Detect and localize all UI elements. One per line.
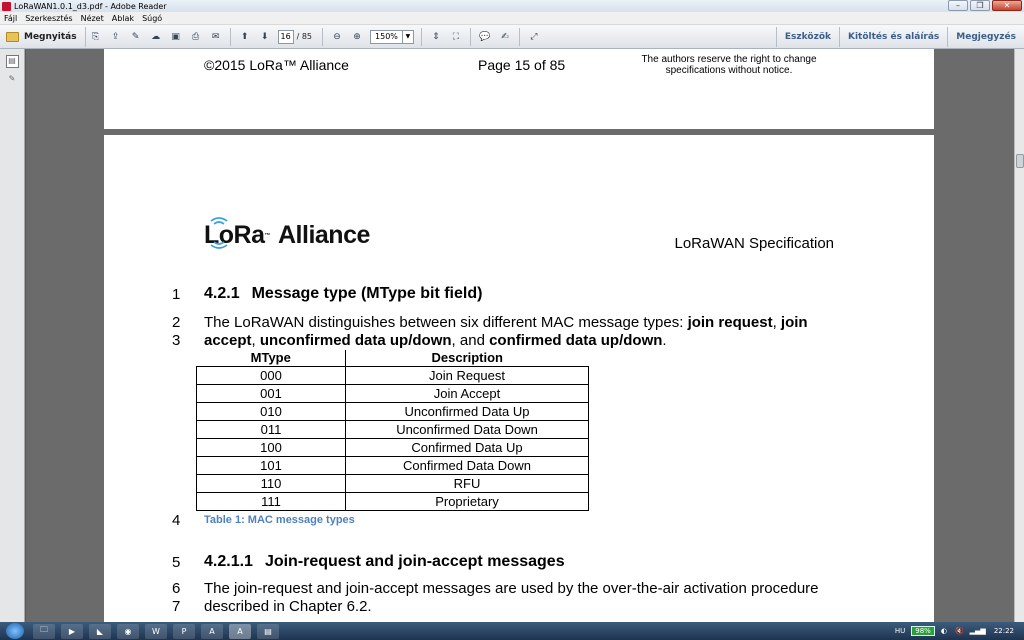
folder-icon xyxy=(6,32,19,42)
create-pdf-icon[interactable]: ⎘ xyxy=(91,31,100,42)
menu-file[interactable]: Fájl xyxy=(4,13,18,23)
logo-trademark: ™ xyxy=(264,232,270,239)
table-row xyxy=(197,438,589,456)
open-button[interactable] xyxy=(0,27,86,47)
text-run: , xyxy=(772,314,781,331)
table-cell: Confirmed Data Up xyxy=(346,438,589,456)
zoom-out-icon[interactable]: ⊖ xyxy=(333,31,341,42)
word-icon[interactable]: W xyxy=(145,624,167,639)
table-cell: Join Accept xyxy=(346,384,589,402)
title-bar xyxy=(0,0,1024,12)
edit-icon[interactable]: ✎ xyxy=(131,31,140,42)
comment-icon[interactable]: 💬 xyxy=(479,31,491,42)
table-row xyxy=(197,366,589,384)
battery-indicator[interactable]: 98% xyxy=(911,626,935,636)
vertical-scrollbar[interactable] xyxy=(1014,49,1024,622)
open-label: Megnyitás xyxy=(24,31,77,42)
navigation-panel xyxy=(0,49,25,622)
save-icon[interactable]: ▣ xyxy=(171,31,180,42)
table-cell: 101 xyxy=(197,456,346,474)
menu-edit[interactable]: Szerkesztés xyxy=(25,13,73,23)
table-row xyxy=(197,384,589,402)
line-number: 6 xyxy=(172,580,181,597)
toolbar-right-panel xyxy=(776,25,1024,49)
separator xyxy=(470,28,471,46)
section-number: 4.2.1 xyxy=(204,285,240,302)
section-title: Message type (MType bit field) xyxy=(251,285,483,302)
window-controls xyxy=(948,0,1022,11)
column-header: MType xyxy=(197,350,346,366)
table-cell: Unconfirmed Data Down xyxy=(346,420,589,438)
pdf-page xyxy=(104,49,934,129)
footer-notice-line: specifications without notice. xyxy=(665,65,793,76)
table-cell: 010 xyxy=(197,402,346,420)
menu-help[interactable]: Súgó xyxy=(142,13,163,23)
signature-icon[interactable]: ✎ xyxy=(8,74,16,83)
tray-icon[interactable]: ◐ xyxy=(940,627,947,635)
next-page-icon[interactable]: ⬇ xyxy=(260,31,269,42)
table-row xyxy=(197,402,589,420)
tools-button[interactable]: Eszközök xyxy=(776,27,839,47)
clock[interactable]: 22:22 xyxy=(993,627,1014,635)
table-cell: 011 xyxy=(197,420,346,438)
cloud-upload-icon[interactable]: ☁ xyxy=(151,31,161,42)
footer-page-number: Page 15 of 85 xyxy=(478,57,566,73)
language-indicator[interactable]: HU xyxy=(894,627,906,635)
table-cell: RFU xyxy=(346,474,589,492)
toolbar xyxy=(0,25,1024,49)
highlight-icon[interactable]: ✍ xyxy=(501,31,509,42)
table-row xyxy=(197,474,589,492)
text-run: , and xyxy=(451,332,490,349)
comment-button[interactable]: Megjegyzés xyxy=(947,27,1024,47)
table-row xyxy=(197,492,589,510)
table-cell: 111 xyxy=(197,492,346,510)
acrobat-icon[interactable]: A xyxy=(201,624,223,639)
separator xyxy=(322,28,323,46)
text-run: . xyxy=(662,332,667,349)
email-icon[interactable]: ✉ xyxy=(211,31,220,42)
explorer-icon[interactable]: 🗀 xyxy=(33,624,55,639)
close-button[interactable]: ✕ xyxy=(992,0,1022,11)
page-number-input[interactable]: 16 xyxy=(278,30,294,44)
windows-taskbar xyxy=(0,622,1024,640)
footer-notice xyxy=(629,54,829,76)
table-header-row xyxy=(197,350,589,366)
scrollbar-thumb[interactable] xyxy=(1016,154,1024,168)
minimize-button[interactable]: – xyxy=(948,0,968,11)
signal-waves-icon xyxy=(207,215,231,249)
section-heading xyxy=(204,553,565,571)
table-cell: Proprietary xyxy=(346,492,589,510)
text-line: described in Chapter 6.2. xyxy=(204,598,372,615)
media-player-icon[interactable]: ▶ xyxy=(61,624,83,639)
terminal-icon[interactable]: ◣ xyxy=(89,624,111,639)
line-number: 3 xyxy=(172,332,181,349)
table-caption: Table 1: MAC message types xyxy=(204,514,355,526)
menu-window[interactable]: Ablak xyxy=(111,13,135,23)
previous-page-icon[interactable]: ⬆ xyxy=(240,31,249,42)
expand-icon[interactable]: ⤢ xyxy=(530,31,538,42)
start-button[interactable] xyxy=(6,623,24,639)
text-line: The join-request and join-accept messages are used by the over-the-air activation procedure xyxy=(204,580,819,597)
chrome-icon[interactable]: ◉ xyxy=(117,624,139,639)
page-total: / 85 xyxy=(296,32,313,41)
table-cell: Unconfirmed Data Up xyxy=(346,402,589,420)
menu-bar xyxy=(0,12,1024,25)
paragraph xyxy=(204,580,864,616)
footer-copyright: ©2015 LoRa™ Alliance xyxy=(204,57,349,73)
text-run-bold: join request xyxy=(687,314,773,331)
chevron-down-icon[interactable]: ▼ xyxy=(402,31,413,43)
document-view[interactable] xyxy=(26,49,1014,622)
adobe-reader-icon xyxy=(2,2,11,11)
footer-notice-line: The authors reserve the right to change xyxy=(641,54,817,65)
fit-width-icon[interactable]: ⛶ xyxy=(452,31,460,42)
zoom-value: 150% xyxy=(375,31,398,41)
text-run-bold: unconfirmed data up/down xyxy=(259,332,452,349)
logo-lora: LoRa xyxy=(204,221,265,249)
text-run: The LoRaWAN distinguishes between six different MAC message types: xyxy=(204,314,688,331)
table-cell: 110 xyxy=(197,474,346,492)
line-number: 2 xyxy=(172,314,181,331)
page-thumbnails-icon[interactable]: ▤ xyxy=(6,55,19,68)
zoom-in-icon[interactable]: ⊕ xyxy=(353,31,361,42)
text-run-bold: confirmed data up/down xyxy=(489,332,663,349)
line-number: 7 xyxy=(172,598,181,615)
fit-page-icon[interactable]: ⇕ xyxy=(432,31,440,42)
table-cell: 001 xyxy=(197,384,346,402)
notepad-icon[interactable]: ▤ xyxy=(257,624,279,639)
table-row xyxy=(197,420,589,438)
line-number: 4 xyxy=(172,512,181,529)
menu-view[interactable]: Nézet xyxy=(80,13,104,23)
section-number: 4.2.1.1 xyxy=(204,553,253,570)
text-run: , xyxy=(251,332,260,349)
line-number: 5 xyxy=(172,554,181,571)
separator xyxy=(421,28,422,46)
logo-alliance: Alliance xyxy=(278,221,370,249)
separator xyxy=(519,28,520,46)
print-icon[interactable]: ⎙ xyxy=(191,31,200,42)
mtype-table xyxy=(196,350,589,511)
table-cell: 000 xyxy=(197,366,346,384)
fill-sign-button[interactable]: Kitöltés és aláírás xyxy=(839,27,947,47)
signal-icon[interactable]: ▂▄▆ xyxy=(969,627,986,635)
export-pdf-icon[interactable]: ⇪ xyxy=(111,31,120,42)
system-tray xyxy=(895,622,1024,640)
volume-muted-icon[interactable]: 🔇 xyxy=(954,627,964,635)
pdf-page xyxy=(104,135,934,622)
line-number: 1 xyxy=(172,286,181,303)
table-cell: Join Request xyxy=(346,366,589,384)
column-header: Description xyxy=(431,350,503,366)
zoom-select[interactable] xyxy=(370,30,414,44)
table-cell: Confirmed Data Down xyxy=(346,456,589,474)
window-title: LoRaWAN1.0.1_d3.pdf - Adobe Reader xyxy=(14,1,167,11)
lora-alliance-logo xyxy=(204,221,370,250)
restore-button[interactable]: ❐ xyxy=(970,0,990,11)
text-run-bold: join accept xyxy=(204,314,808,349)
section-heading xyxy=(204,285,482,303)
section-title: Join-request and join-accept messages xyxy=(264,553,565,570)
adobe-reader-taskbar-icon[interactable]: A xyxy=(229,624,251,639)
powerpoint-icon[interactable]: P xyxy=(173,624,195,639)
table-cell: 100 xyxy=(197,438,346,456)
spec-title: LoRaWAN Specification xyxy=(674,235,834,252)
separator xyxy=(230,28,231,46)
paragraph xyxy=(204,314,836,350)
table-row xyxy=(197,456,589,474)
